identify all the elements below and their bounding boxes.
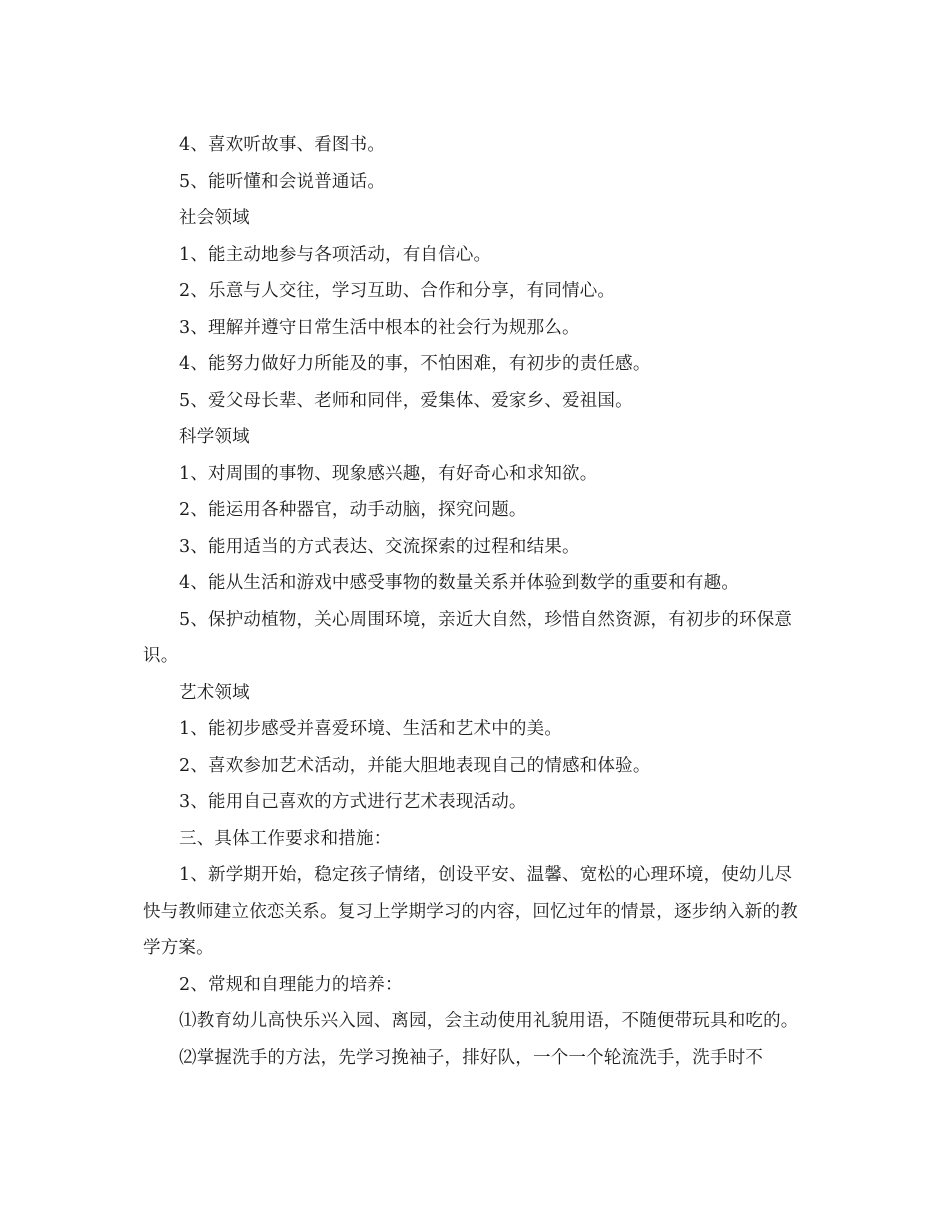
paragraph-social-5: 5、爱父母长辈、老师和同伴，爱集体、爱家乡、爱祖国。 (179, 390, 633, 411)
section-heading-social: 社会领域 (179, 208, 250, 228)
paragraph-science-2: 2、能运用各种器官，动手动脑，探究问题。 (179, 500, 527, 520)
section-heading-art: 艺术领域 (179, 682, 250, 703)
paragraph-social-2: 2、乐意与人交往，学习互助、合作和分享，有同情心。 (179, 281, 616, 301)
paragraph-art-3: 3、能用自己喜欢的方式进行艺术表现活动。 (179, 792, 527, 812)
paragraph-routine-1: ⑴教育幼儿高快乐兴入园、离园，会主动使用礼貌用语，不随便带玩具和吃的。 (179, 1011, 799, 1031)
paragraph-social-4: 4、能努力做好力所能及的事，不怕困难，有初步的责任感。 (179, 354, 651, 374)
section-heading-work-requirements: 三、具体工作要求和措施： (179, 828, 392, 849)
paragraph-requirement-2: 2、常规和自理能力的培养： (179, 974, 403, 995)
paragraph-science-5: 5、保护动植物，关心周围环境，亲近大自然，珍惜自然资源，有初步的环保意识。 (143, 609, 793, 666)
paragraph-language-4: 4、喜欢听故事、看图书。 (179, 135, 386, 155)
paragraph-social-3: 3、理解并遵守日常生活中根本的社会行为规那么。 (179, 317, 580, 338)
paragraph-art-2: 2、喜欢参加艺术活动，并能大胆地表现自己的情感和体验。 (179, 755, 651, 776)
paragraph-science-4: 4、能从生活和游戏中感受事物的数量关系并体验到数学的重要和有趣。 (179, 573, 740, 593)
section-heading-science: 科学领域 (179, 427, 250, 447)
paragraph-science-1: 1、对周围的事物、现象感兴趣，有好奇心和求知欲。 (179, 463, 598, 484)
paragraph-routine-2: ⑵掌握洗手的方法，先学习挽袖子，排好队，一个一个轮流洗手，洗手时不 (179, 1047, 764, 1068)
paragraph-requirement-1: 1、新学期开始，稳定孩子情绪，创设平安、温馨、宽松的心理环境，使幼儿尽快与教师建立依恋关系。复习上学期学习的内容，回忆过年的情景，逐步纳入新的教学方案。 (143, 865, 798, 958)
paragraph-science-3: 3、能用适当的方式表达、交流探索的过程和结果。 (179, 536, 580, 557)
document-body (143, 127, 808, 1076)
paragraph-language-5: 5、能听懂和会说普通话。 (179, 171, 386, 192)
paragraph-social-1: 1、能主动地参与各项活动，有自信心。 (179, 244, 492, 265)
paragraph-art-1: 1、能初步感受并喜爱环境、生活和艺术中的美。 (179, 719, 563, 739)
